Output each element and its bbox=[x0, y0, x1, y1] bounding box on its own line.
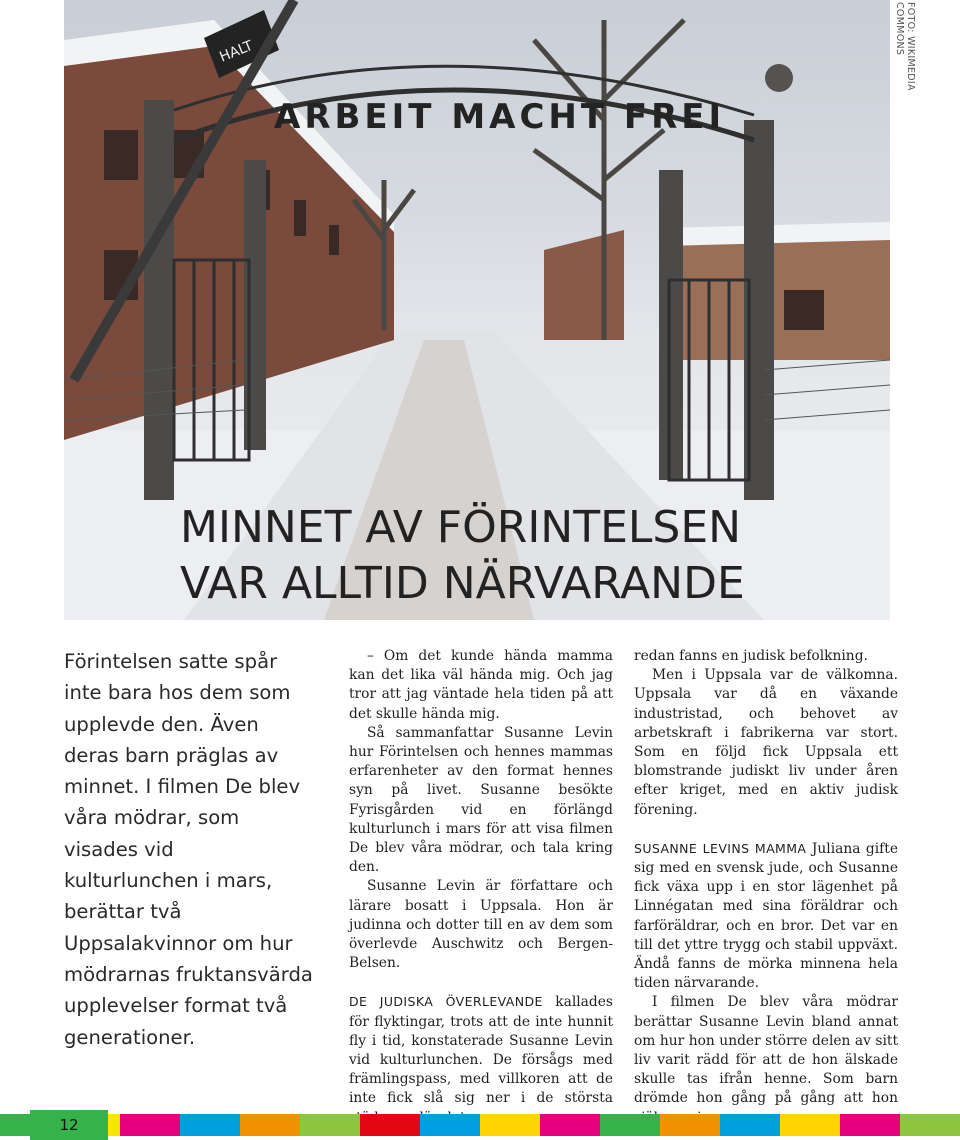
stripe-segment bbox=[660, 1114, 720, 1136]
article-column-2 bbox=[634, 647, 898, 1128]
paragraph: – Om det kunde hända mamma kan det lika väl hända mig. Och jag tror att jag väntade hela tiden på att det skulle hända mig. bbox=[349, 648, 613, 722]
article-column-1 bbox=[349, 647, 613, 1128]
gate-sign-text: ARBEIT MACHT FREI bbox=[274, 97, 726, 137]
stripe-segment bbox=[900, 1114, 960, 1136]
paragraph: Men i Uppsala var de välkomna. Uppsala var då en växande industristad, och behovet av arbetskraft i fabrikerna var stort. Som en följd fick Uppsala ett blomstrande judiskt liv under åren efter kriget, med en aktiv judisk förening. bbox=[634, 667, 898, 818]
ingress: Förintelsen satte spår inte bara hos dem som upplevde den. Även deras barn präglas av minnet. I filmen De blev våra mödrar, som visades vid kulturlunchen i mars, berättar två Uppsalakvinnor om hur mödrarnas fruktansvärda upplevelser format två generationer. bbox=[64, 650, 313, 1049]
stripe-segment bbox=[300, 1114, 360, 1136]
footer-color-stripe bbox=[0, 1110, 960, 1140]
paragraph bbox=[349, 992, 613, 1127]
stripe-segment bbox=[720, 1114, 780, 1136]
stripe-segment bbox=[540, 1114, 600, 1136]
stripe-segment bbox=[420, 1114, 480, 1136]
paragraph bbox=[634, 839, 898, 994]
paragraph-text: kallades för flyktingar, trots att de inte hunnit fly i tid, konstaterade Susanne Levin vid kulturlunchen. De försågs med främlingspass, med villkoren att de inte fick slå sig ner i de största bbox=[349, 994, 613, 1107]
stripe-segment bbox=[360, 1114, 420, 1136]
stripe-segment bbox=[480, 1114, 540, 1136]
stripe-segment bbox=[840, 1114, 900, 1136]
stripe-segment bbox=[180, 1114, 240, 1136]
paragraph: redan fanns en judisk befolkning. bbox=[634, 648, 868, 664]
headline-line-1: MINNET AV FÖRINTELSEN bbox=[180, 502, 742, 553]
halt-sign-text: HALT bbox=[217, 37, 256, 66]
paragraph: Susanne Levin är författare och lärare bosatt i Uppsala. Hon är judinna och dotter till en av dem som överlevde Auschwitz och Bergen-Belsen. bbox=[349, 878, 613, 972]
page-number: 12 bbox=[30, 1110, 108, 1140]
paragraph-text: Juliana gifte sig med en svensk jude, och Susanne fick växa upp i en stor lägenhet på Linnégatan med sina föräldrar och farföräldrar, och en bror. Det var en till det yttre trygg och stabil uppväxt. Ändå fanns de mörka minnena hela tiden närvarande. bbox=[634, 840, 898, 992]
section-lead: SUSANNE LEVINS MAMMA bbox=[634, 840, 807, 856]
stripe-segment bbox=[780, 1114, 840, 1136]
section-lead: DE JUDISKA ÖVERLEVANDE bbox=[349, 994, 543, 1010]
headline-line-2: VAR ALLTID NÄRVARANDE bbox=[180, 558, 745, 609]
stripe-segment bbox=[600, 1114, 660, 1136]
headline bbox=[180, 500, 860, 612]
stripe-segment bbox=[240, 1114, 300, 1136]
stripe-segment bbox=[120, 1114, 180, 1136]
paragraph: I filmen De blev våra mödrar berättar Susanne Levin bland annat om hur hon under större delen av sitt liv varit rädd för att de hon älskade skulle tas ifrån henne. Som barn drömde hon gång på gång att hon bbox=[634, 994, 898, 1107]
photo-credit: FOTO: WIKIMEDIA COMMONS bbox=[894, 2, 916, 91]
paragraph: Så sammanfattar Susanne Levin hur Förintelsen och hennes mammas erfarenheter av den format hennes syn på livet. Susanne besökte Fyrisgården vid en förlängd kulturlunch i mars för att visa filmen De blev våra mödrar, och tala kring den. bbox=[349, 724, 613, 876]
